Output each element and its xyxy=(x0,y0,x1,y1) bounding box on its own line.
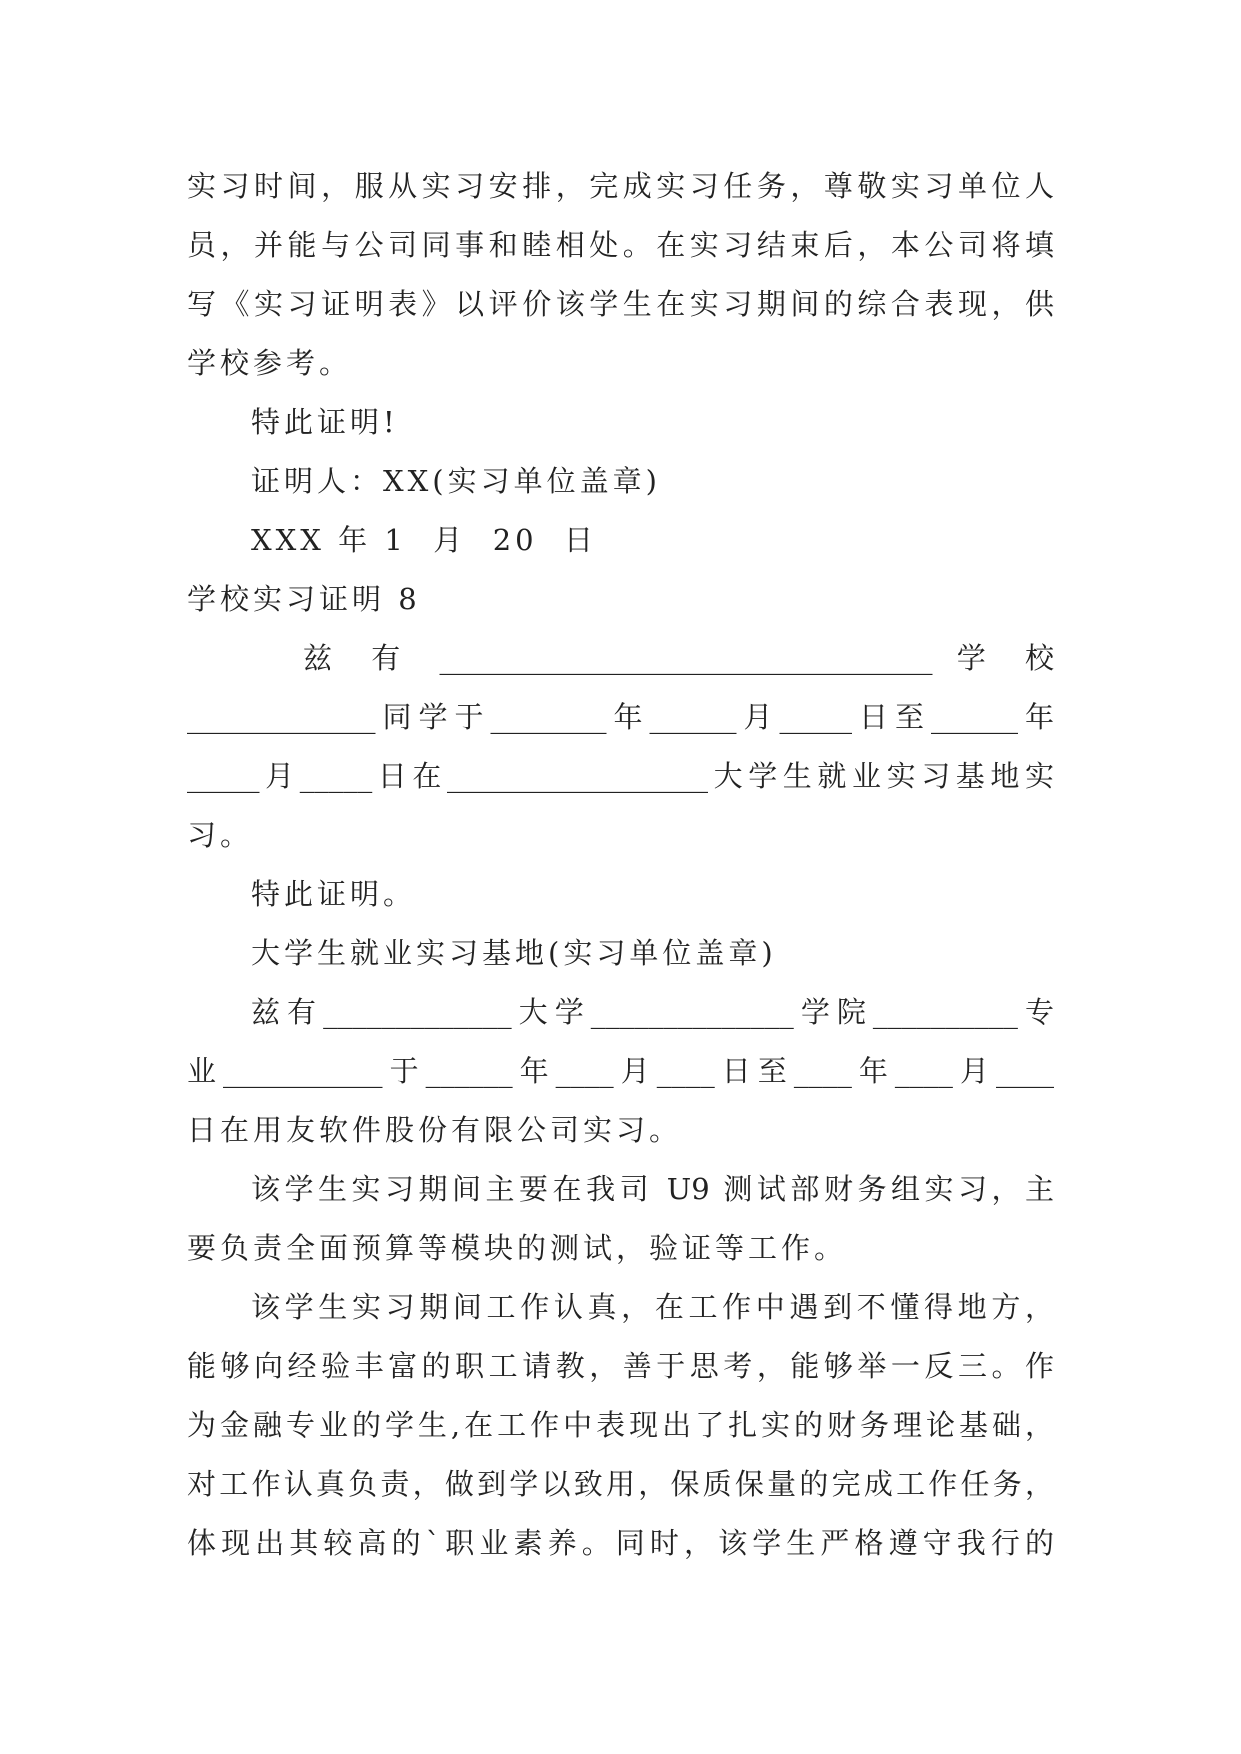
form-line: _____月_____日在__________________大学生就业实习基地实 xyxy=(187,759,1054,793)
body-line: 该学生实习期间工作认真，在工作中遇到不懂得地方， xyxy=(251,1290,1054,1324)
date-line: XXX 年 1 月 20 日 xyxy=(251,523,598,557)
body-line: 实习时间，服从实习安排，完成实习任务，尊敬实习单位人 xyxy=(187,169,1054,203)
body-line: 写《实习证明表》以评价该学生在实习期间的综合表现，供 xyxy=(187,287,1054,321)
document-body xyxy=(187,157,1054,1573)
issuer-line: 大学生就业实习基地(实习单位盖章) xyxy=(251,936,777,970)
closing-line: 特此证明。 xyxy=(251,877,417,911)
section-title: 学校实习证明 8 xyxy=(187,582,421,616)
body-line: 为金融专业的学生,在工作中表现出了扎实的财务理论基础， xyxy=(187,1408,1054,1442)
body-line: 体现出其较高的`职业素养。同时，该学生严格遵守我行的 xyxy=(187,1526,1054,1560)
body-line: 能够向经验丰富的职工请教，善于思考，能够举一反三。作 xyxy=(187,1349,1054,1383)
body-line: 要负责全面预算等模块的测试，验证等工作。 xyxy=(187,1231,848,1265)
body-line: 对工作认真负责，做到学以致用，保质保量的完成工作任务， xyxy=(187,1467,1054,1501)
form-line: _____________同学于________年______月_____日至______年 xyxy=(187,700,1054,734)
form-line: 习。 xyxy=(187,818,254,852)
form-line: 兹 有 __________________________________ 学 校 xyxy=(303,641,1054,675)
form-line: 日在用友软件股份有限公司实习。 xyxy=(187,1113,683,1147)
closing-line: 特此证明! xyxy=(251,405,399,439)
form-line: 兹有_____________大学______________学院__________专 xyxy=(251,995,1054,1029)
certifier-line: 证明人：XX(实习单位盖章) xyxy=(251,464,661,498)
form-line: 业___________于______年____月____日至____年____月____ xyxy=(187,1054,1054,1088)
body-line: 员，并能与公司同事和睦相处。在实习结束后，本公司将填 xyxy=(187,228,1054,262)
body-line: 学校参考。 xyxy=(187,346,353,380)
body-line: 该学生实习期间主要在我司 U9 测试部财务组实习，主 xyxy=(251,1172,1054,1206)
